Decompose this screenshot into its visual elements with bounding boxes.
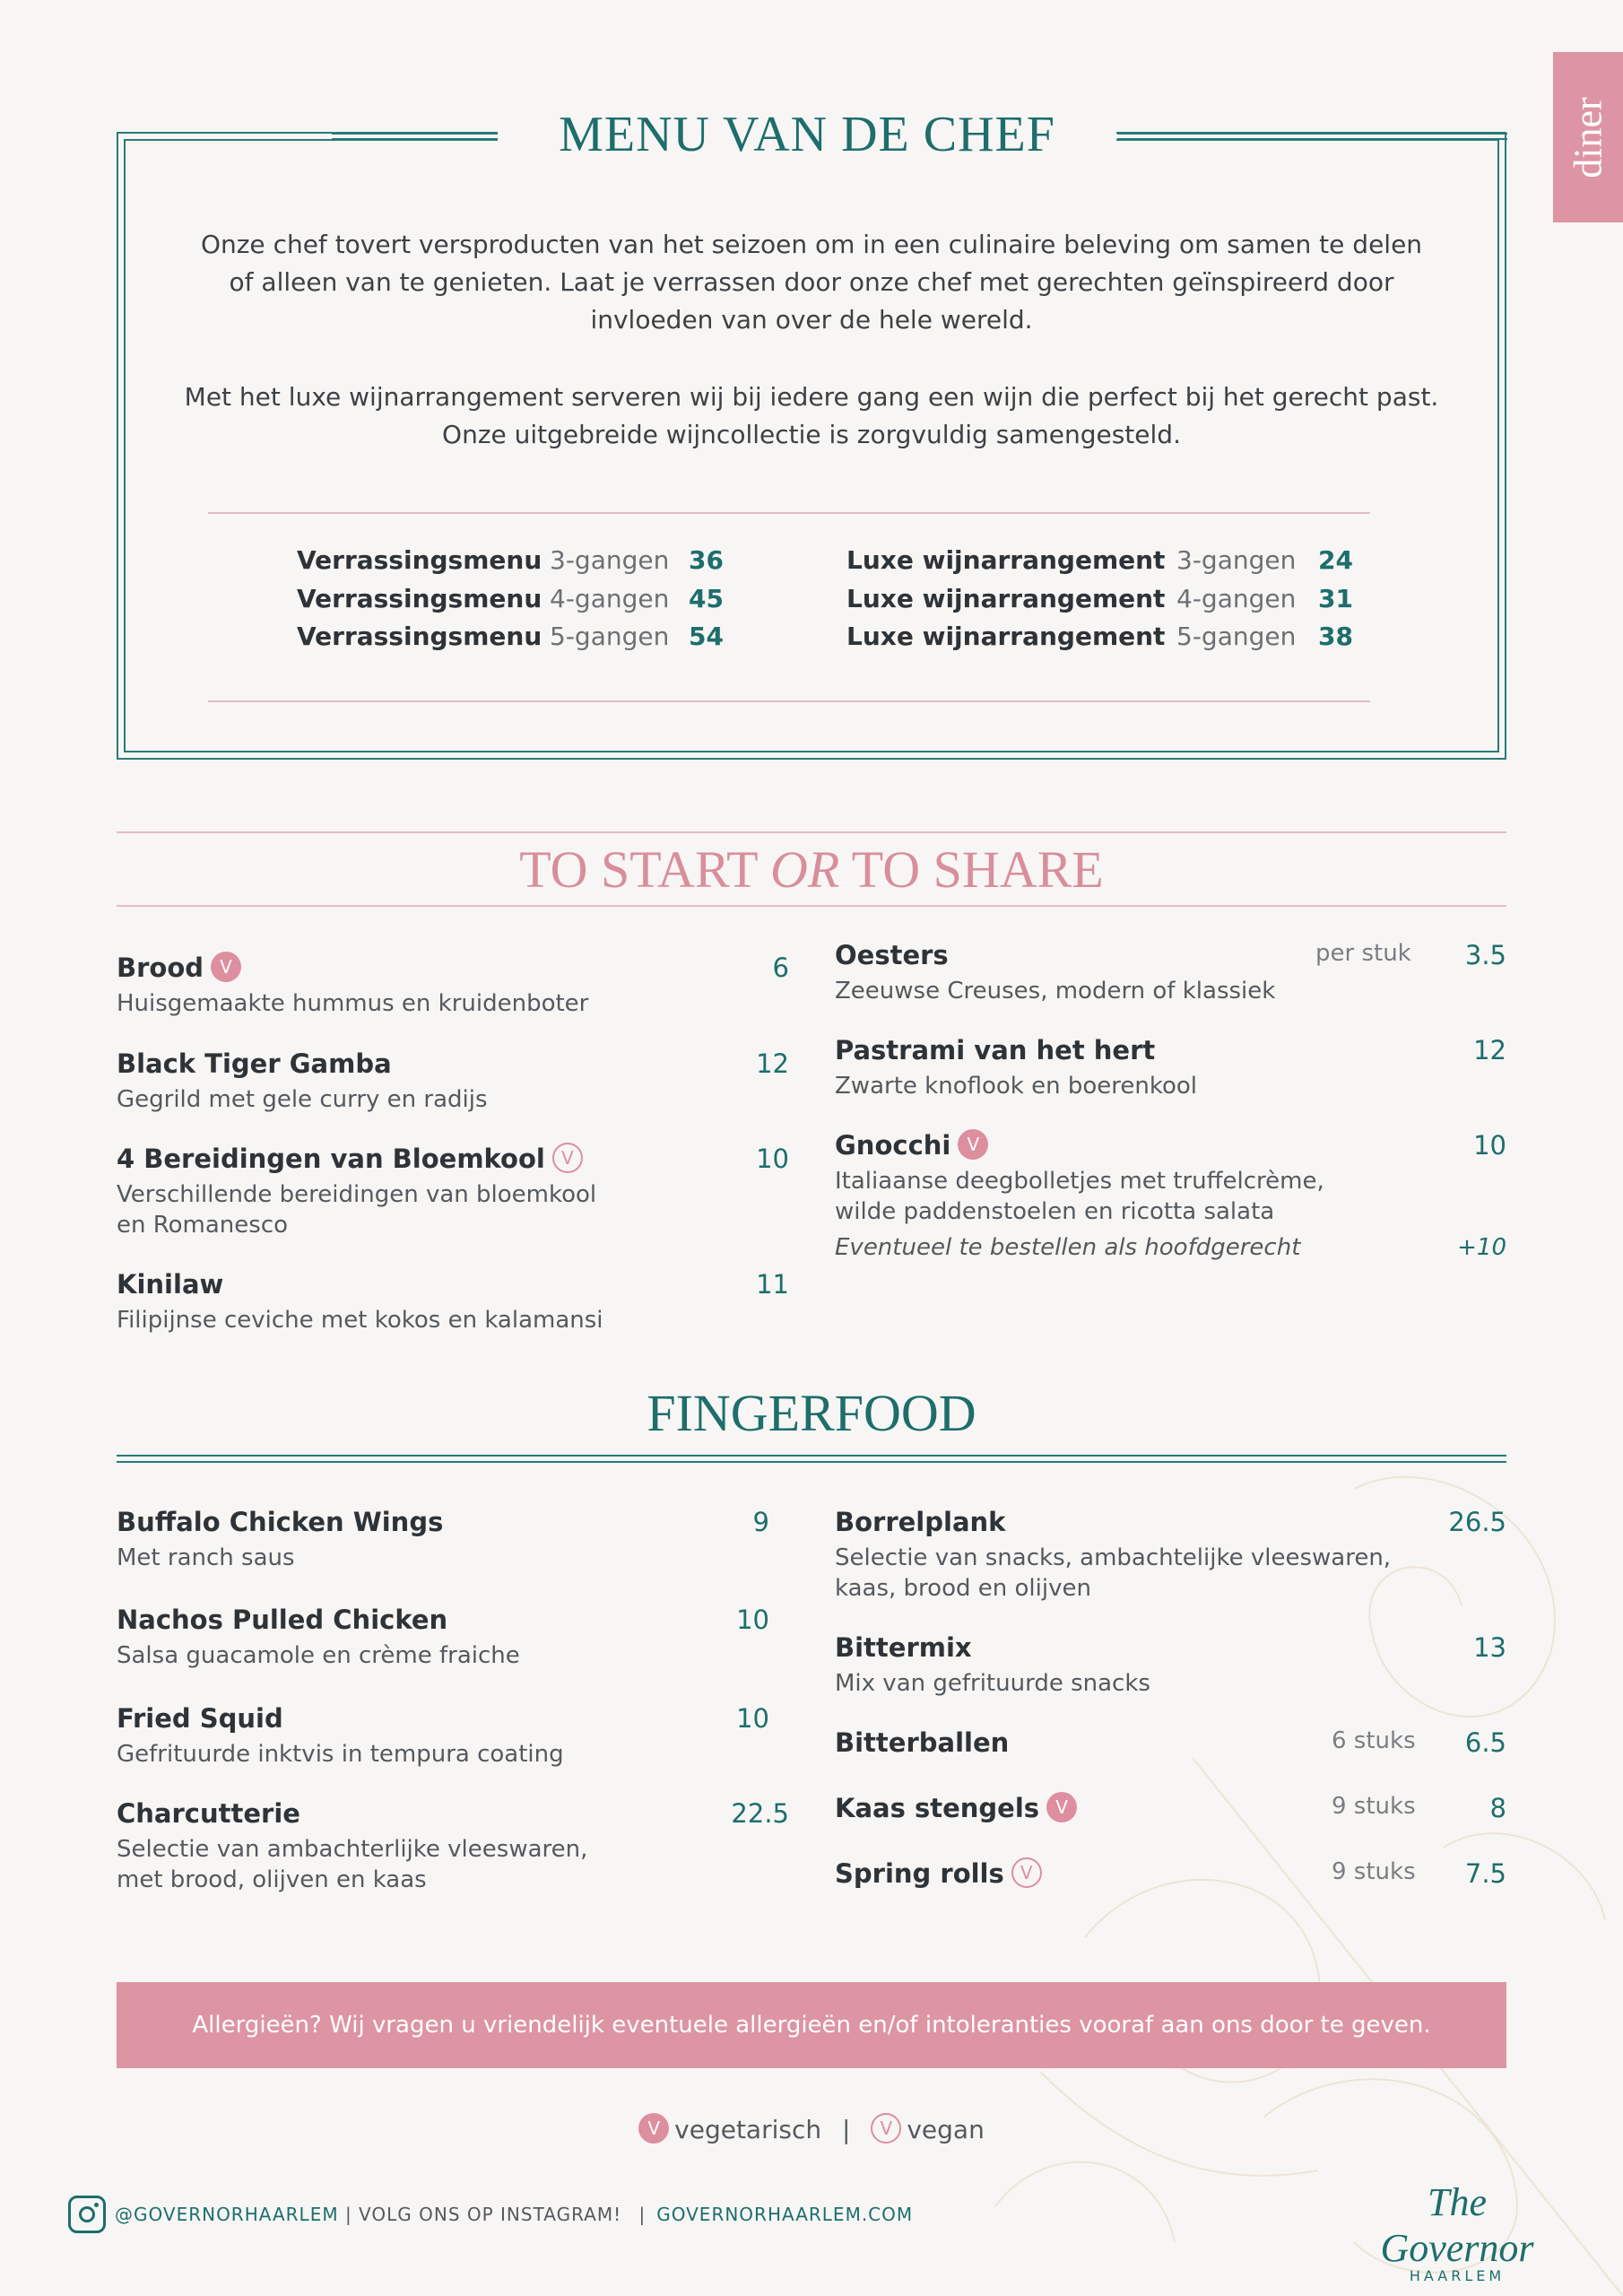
menu-item: Kinilaw 11 Filipijnse ceviche met kokos en kalamansi: [117, 1269, 789, 1334]
menu-item: Kaas stengels V 9 stuks 8: [835, 1793, 1506, 1823]
menu-item: Buffalo Chicken Wings 9 Met ranch saus: [117, 1507, 769, 1571]
title-rule-left: [332, 133, 499, 140]
allergy-banner: Allergieën? Wij vragen u vriendelijk eventuele allergieën en/of intoleranties vooraf aan ons door te geven.: [117, 1982, 1506, 2068]
chef-title: MENU VAN DE CHEF: [498, 106, 1116, 163]
menu-item: Nachos Pulled Chicken 10 Salsa guacamole en crème fraiche: [117, 1605, 769, 1669]
vegetarian-badge: V: [211, 952, 241, 982]
menu-item: Gnocchi V 10 Italiaanse deegbolletjes met truffelcrème, wilde paddenstoelen en ricotta salata Eventueel te bestellen als hoofdgerecht +10: [835, 1130, 1506, 1261]
menu-item: Borrelplank 26.5 Selectie van snacks, ambachtelijke vleeswaren, kaas, brood en olijven: [835, 1507, 1506, 1602]
divider: [117, 831, 1506, 833]
menu-item: Fried Squid 10 Gefrituurde inktvis in tempura coating: [117, 1703, 769, 1768]
menu-item: 4 Bereidingen van Bloemkool V 10 Verschillende bereidingen van bloemkool en Romanesco: [117, 1144, 789, 1239]
vegan-badge: V: [552, 1143, 583, 1173]
instagram-link[interactable]: @GOVERNORHAARLEM: [115, 2204, 339, 2225]
divider: [208, 512, 1370, 514]
vegetarian-badge: V: [1046, 1792, 1077, 1822]
menu-item: Oesters per stuk 3.5 Zeeuwse Creuses, modern of klassiek: [835, 940, 1506, 1004]
vegetarian-badge: V: [958, 1129, 988, 1160]
divider: [208, 700, 1370, 702]
website-link[interactable]: GOVERNORHAARLEM.COM: [656, 2204, 914, 2225]
menu-item: Charcutterie 22.5 Selectie van ambachterlijke vleeswaren, met brood, olijven en kaas: [117, 1798, 789, 1893]
menu-item: Black Tiger Gamba 12 Gegrild met gele curry en radijs: [117, 1048, 789, 1113]
footer-links: @GOVERNORHAARLEM | VOLG ONS OP INSTAGRAM! | GOVERNORHAARLEM.COM: [115, 2204, 914, 2225]
governor-logo: The Governor HAARLEM: [1380, 2180, 1534, 2284]
fingerfood-section-title: FINGERFOOD: [647, 1384, 976, 1442]
wine-intro: Met het luxe wijnarrangement serveren wij bij iedere gang een wijn die perfect bij het gerecht past. Onze uitgebreide wijncollectie is zorgvuldig samengesteld.: [184, 382, 1439, 449]
vegetarian-badge: V: [638, 2113, 669, 2144]
instagram-icon[interactable]: [68, 2196, 106, 2233]
menu-item: Brood V 6 Huisgemaakte hummus en kruidenboter: [117, 952, 789, 1017]
menu-item: Bittermix 13 Mix van gefrituurde snacks: [835, 1632, 1506, 1697]
title-rule-right: [1117, 133, 1507, 140]
menu-item: Spring rolls V 9 stuks 7.5: [835, 1858, 1506, 1889]
divider: [117, 905, 1506, 907]
vegan-badge: V: [871, 2113, 901, 2144]
start-section-title: TO START OR TO SHARE: [519, 840, 1104, 899]
diner-tab[interactable]: diner: [1553, 52, 1623, 222]
diet-legend: V vegetarisch | V vegan: [0, 2115, 1623, 2146]
divider: [117, 1455, 1506, 1463]
menu-item: Bitterballen 6 stuks 6.5: [835, 1727, 1506, 1758]
menu-item: Pastrami van het hert 12 Zwarte knoflook en boerenkool: [835, 1035, 1506, 1100]
chef-intro: Onze chef tovert versproducten van het seizoen om in een culinaire beleving om samen te delen of alleen van te genieten. Laat je verrassen door onze chef met gerechten geïnspireerd door invloeden van over de hele wereld.: [200, 230, 1423, 335]
vegan-badge: V: [1011, 1857, 1042, 1888]
